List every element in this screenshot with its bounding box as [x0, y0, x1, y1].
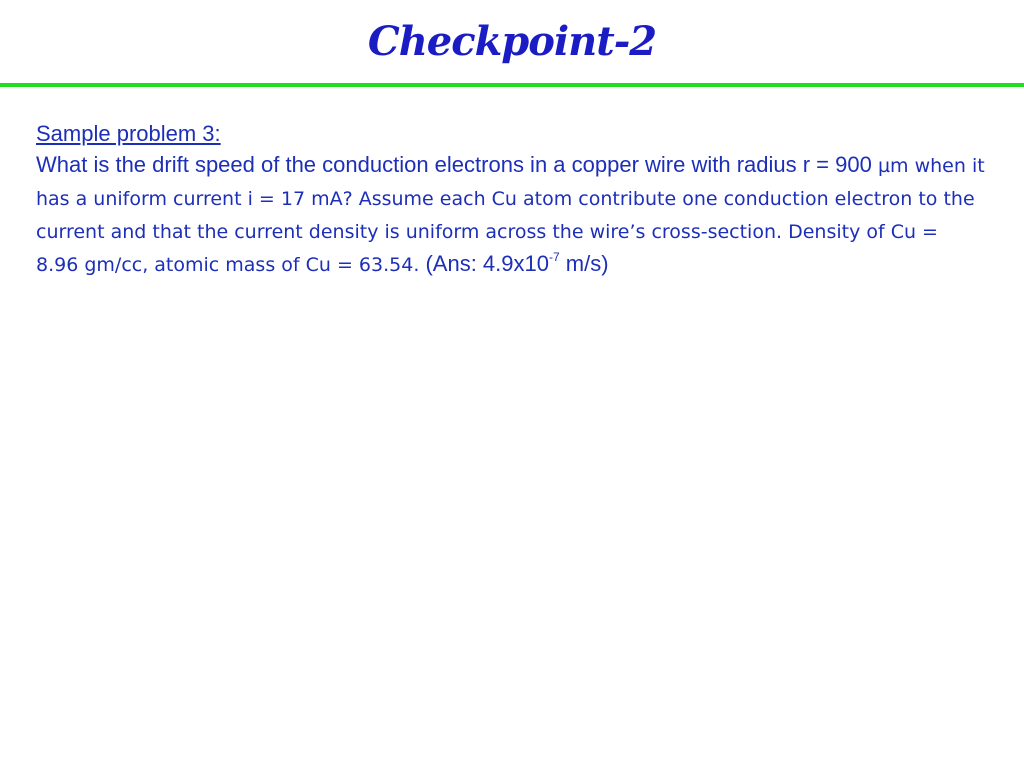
slide-title: Checkpoint-2	[367, 18, 657, 65]
title-divider	[0, 83, 1024, 87]
answer-exponent: -7	[549, 249, 560, 264]
problem-text-block	[36, 118, 986, 281]
answer-suffix: m/s)	[559, 251, 609, 276]
problem-heading: Sample problem 3:	[36, 121, 221, 146]
answer-prefix: (Ans: 4.9x10	[419, 251, 549, 276]
problem-text-part1: What is the drift speed of the conduction electrons in a copper wire with radius r = 900	[36, 152, 878, 177]
problem-text-part2: µm when it has a uniform current i = 17 mA? Assume each Cu atom contribute one conduction electron to the current and that the current density is uniform across the wire’s cross-section. Density of Cu = 8.96 gm/cc, atomic mass of Cu = 63.54.	[36, 155, 985, 276]
